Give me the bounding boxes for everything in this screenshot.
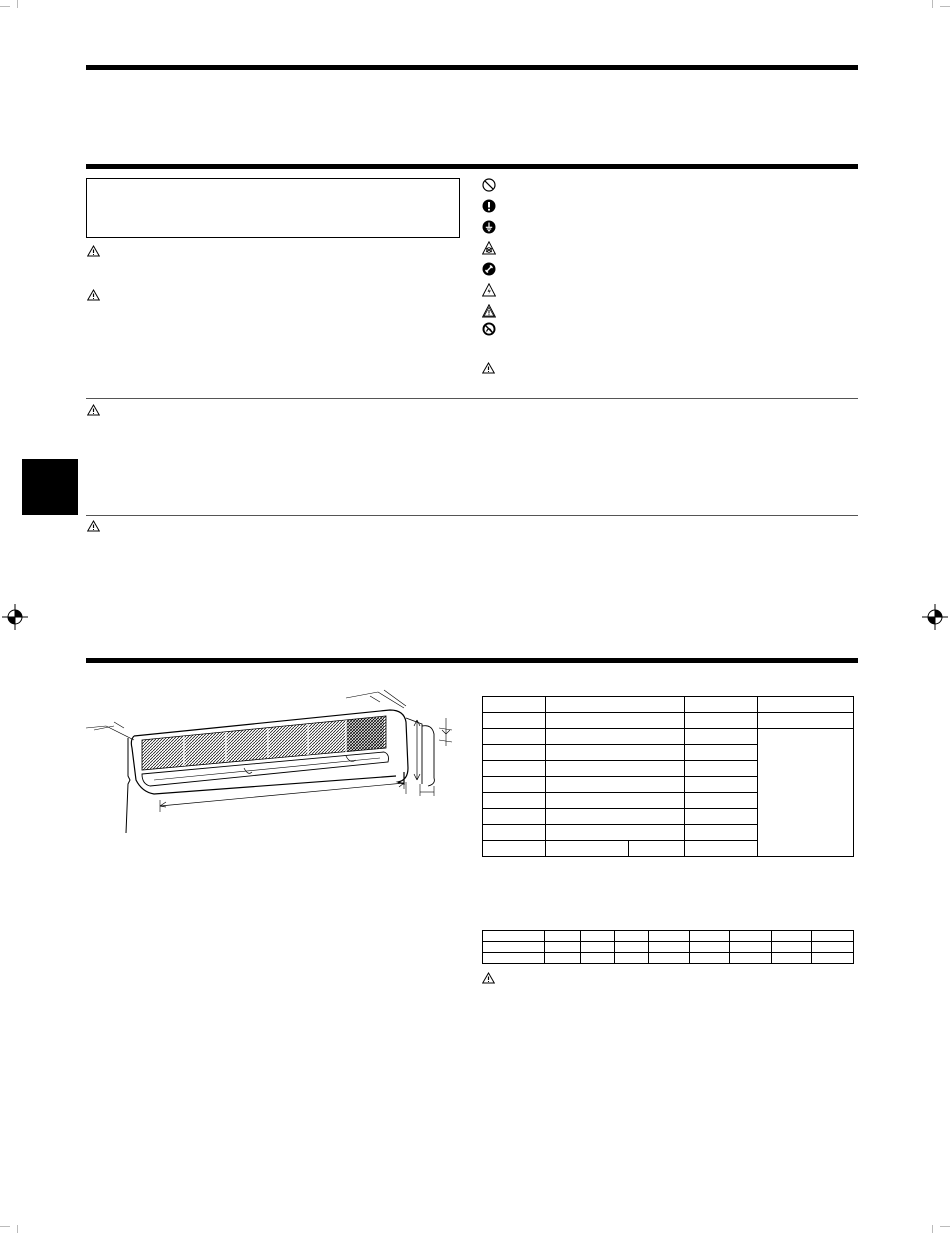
table-cell [690,931,730,942]
table-cell [483,793,546,809]
registration-mark-icon [2,604,28,630]
table-cell [483,825,546,841]
spec-table [482,696,854,857]
hot-surface-icon [482,262,496,276]
table-cell [614,931,648,942]
table-cell [483,729,546,745]
table-cell [545,809,685,825]
notice-box [86,178,460,238]
table-cell [614,942,648,953]
table-cell [545,745,685,761]
table-cell [685,745,758,761]
language-tab [22,459,78,515]
table-cell [685,697,758,713]
table-cell [545,841,628,857]
header-rule [86,65,858,70]
table-cell [772,953,812,964]
crop-mark [17,0,18,8]
warning-triangle-icon [482,362,495,374]
warning-triangle-icon [87,404,100,416]
table-cell [483,942,545,953]
table-cell [730,931,772,942]
crop-mark [940,6,950,7]
table-cell [545,761,685,777]
table-cell [483,697,546,713]
table-cell [685,761,758,777]
table-cell [812,931,854,942]
table-cell [758,729,854,857]
table-cell [685,793,758,809]
table-cell [545,697,685,713]
crop-mark [932,1225,933,1233]
table-cell [483,931,545,942]
registration-mark-icon [922,604,948,630]
divider [86,398,858,399]
table-cell [545,777,685,793]
table-cell [483,777,546,793]
table-cell [685,777,758,793]
table-cell [580,942,614,953]
mandatory-action-icon [482,199,496,213]
table-cell [758,697,854,713]
table-cell [544,942,580,953]
table-cell [648,931,690,942]
table-cell [483,809,546,825]
section-rule-safety [86,164,858,169]
table-cell [758,713,854,729]
crop-mark [0,1226,10,1227]
table-cell [545,825,685,841]
ground-connection-icon [482,220,496,234]
divider [86,515,858,516]
no-touch-icon [482,322,496,336]
crop-mark [932,0,933,8]
table-cell [580,953,614,964]
crop-mark [940,1226,950,1227]
table-cell [544,931,580,942]
warning-triangle-icon [87,289,100,301]
table-cell [648,953,690,964]
capacity-table [482,930,854,964]
table-cell [685,841,758,857]
table-cell [730,953,772,964]
general-caution-icon [482,304,496,318]
table-cell [580,931,614,942]
table-cell [772,931,812,942]
electric-shock-icon [482,283,496,297]
table-cell [545,713,685,729]
crop-mark [17,1225,18,1233]
table-cell [685,809,758,825]
table-cell [812,942,854,953]
table-cell [648,942,690,953]
prohibited-icon [482,178,496,192]
table-cell [483,841,546,857]
table-cell [545,729,685,745]
table-cell [483,713,546,729]
section-rule-location [86,658,858,663]
table-cell [772,942,812,953]
table-cell [544,953,580,964]
table-cell [690,942,730,953]
table-cell [690,953,730,964]
table-cell [614,953,648,964]
table-cell [483,761,546,777]
table-cell [628,841,685,857]
table-cell [483,953,545,964]
rotating-fan-icon [482,241,496,255]
indoor-unit-diagram [84,688,464,838]
warning-triangle-icon [87,245,100,257]
table-cell [685,713,758,729]
warning-triangle-icon [482,972,495,984]
table-cell [730,942,772,953]
crop-mark [0,6,10,7]
warning-triangle-icon [87,520,100,532]
table-cell [483,745,546,761]
table-cell [812,953,854,964]
table-cell [685,825,758,841]
table-cell [545,793,685,809]
table-cell [685,729,758,745]
